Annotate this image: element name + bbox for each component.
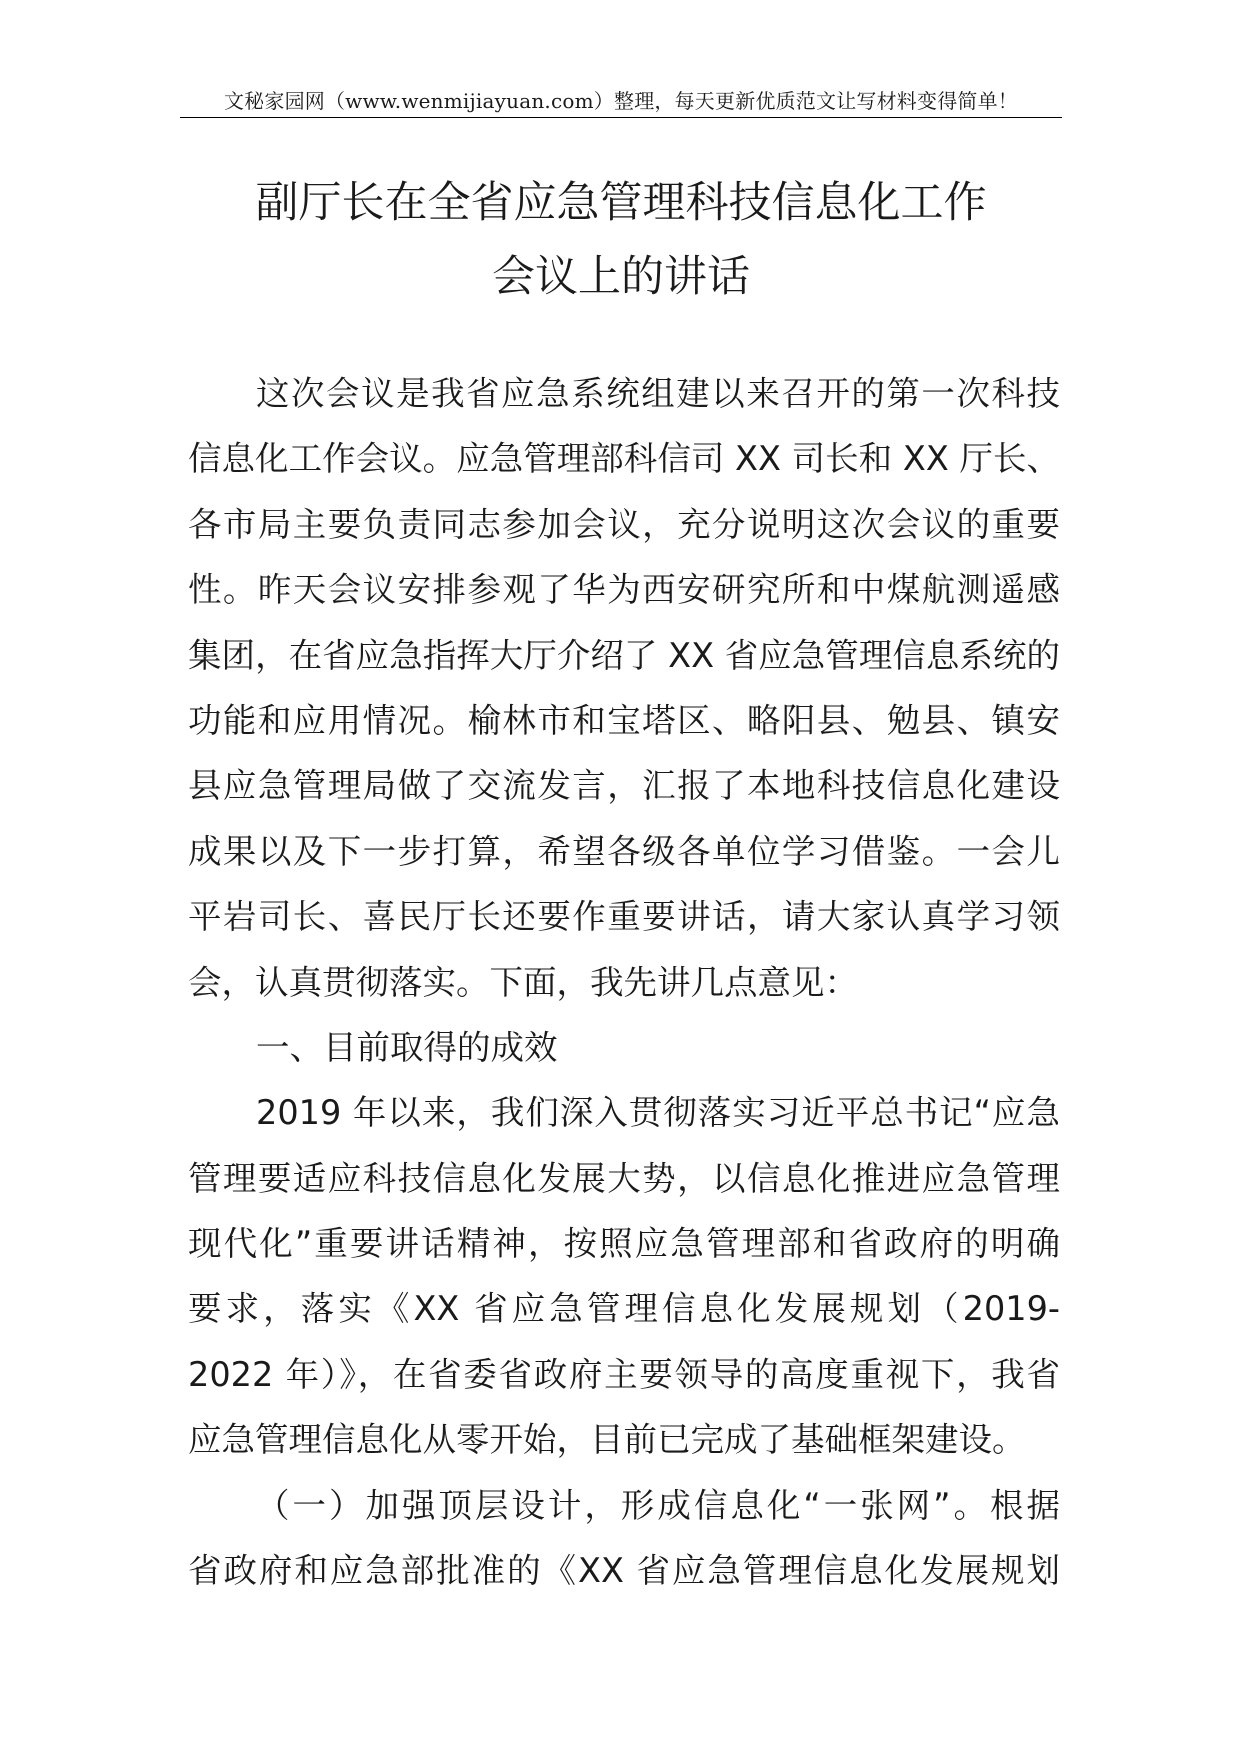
body-line: 信息化工作会议。应急管理部科信司 XX 司长和 XX 厅长、 [188, 439, 1060, 479]
body-line: 县应急管理局做了交流发言，汇报了本地科技信息化建设 [188, 766, 1060, 806]
body-line: 管理要适应科技信息化发展大势，以信息化推进应急管理 [188, 1158, 1060, 1198]
title-line-2: 会议上的讲话 [492, 252, 750, 302]
page-header: 文秘家园网（www.wenmijiayuan.com）整理，每天更新优质范文让写材料变得简单！ [223, 89, 1018, 113]
body-line: 性。昨天会议安排参观了华为西安研究所和中煤航测遥感 [188, 570, 1060, 610]
subsection-heading: （一）加强顶层设计，形成信息化“一张网”。根据 [256, 1485, 1060, 1525]
document-body [188, 361, 1060, 1603]
body-line: 成果以及下一步打算，希望各级各单位学习借鉴。一会儿 [188, 831, 1060, 871]
body-line: 2019 年以来，我们深入贯彻落实习近平总书记“应急 [256, 1093, 1060, 1133]
body-line: 要求，落实《XX 省应急管理信息化发展规划（2019- [188, 1289, 1060, 1329]
body-line: 集团，在省应急指挥大厅介绍了 XX 省应急管理信息系统的 [188, 635, 1060, 675]
body-line: 2022 年）》，在省委省政府主要领导的高度重视下，我省 [188, 1354, 1060, 1394]
body-line: 会，认真贯彻落实。下面，我先讲几点意见： [188, 962, 858, 1002]
body-line: 平岩司长、喜民厅长还要作重要讲话，请大家认真学习领 [188, 897, 1060, 937]
body-line: 应急管理信息化从零开始，目前已完成了基础框架建设。 [188, 1420, 1026, 1460]
document-title [180, 166, 1062, 314]
section-heading: 一、目前取得的成效 [256, 1027, 558, 1067]
body-line: 省政府和应急部批准的《XX 省应急管理信息化发展规划 [188, 1551, 1060, 1591]
body-line: 功能和应用情况。榆林市和宝塔区、略阳县、勉县、镇安 [188, 700, 1060, 740]
body-line: 这次会议是我省应急系统组建以来召开的第一次科技 [256, 374, 1060, 413]
body-line: 各市局主要负责同志参加会议，充分说明这次会议的重要 [188, 504, 1060, 544]
body-line: 现代化”重要讲话精神，按照应急管理部和省政府的明确 [188, 1224, 1060, 1264]
header-divider [180, 117, 1062, 118]
title-line-1: 副厅长在全省应急管理科技信息化工作 [255, 178, 987, 228]
